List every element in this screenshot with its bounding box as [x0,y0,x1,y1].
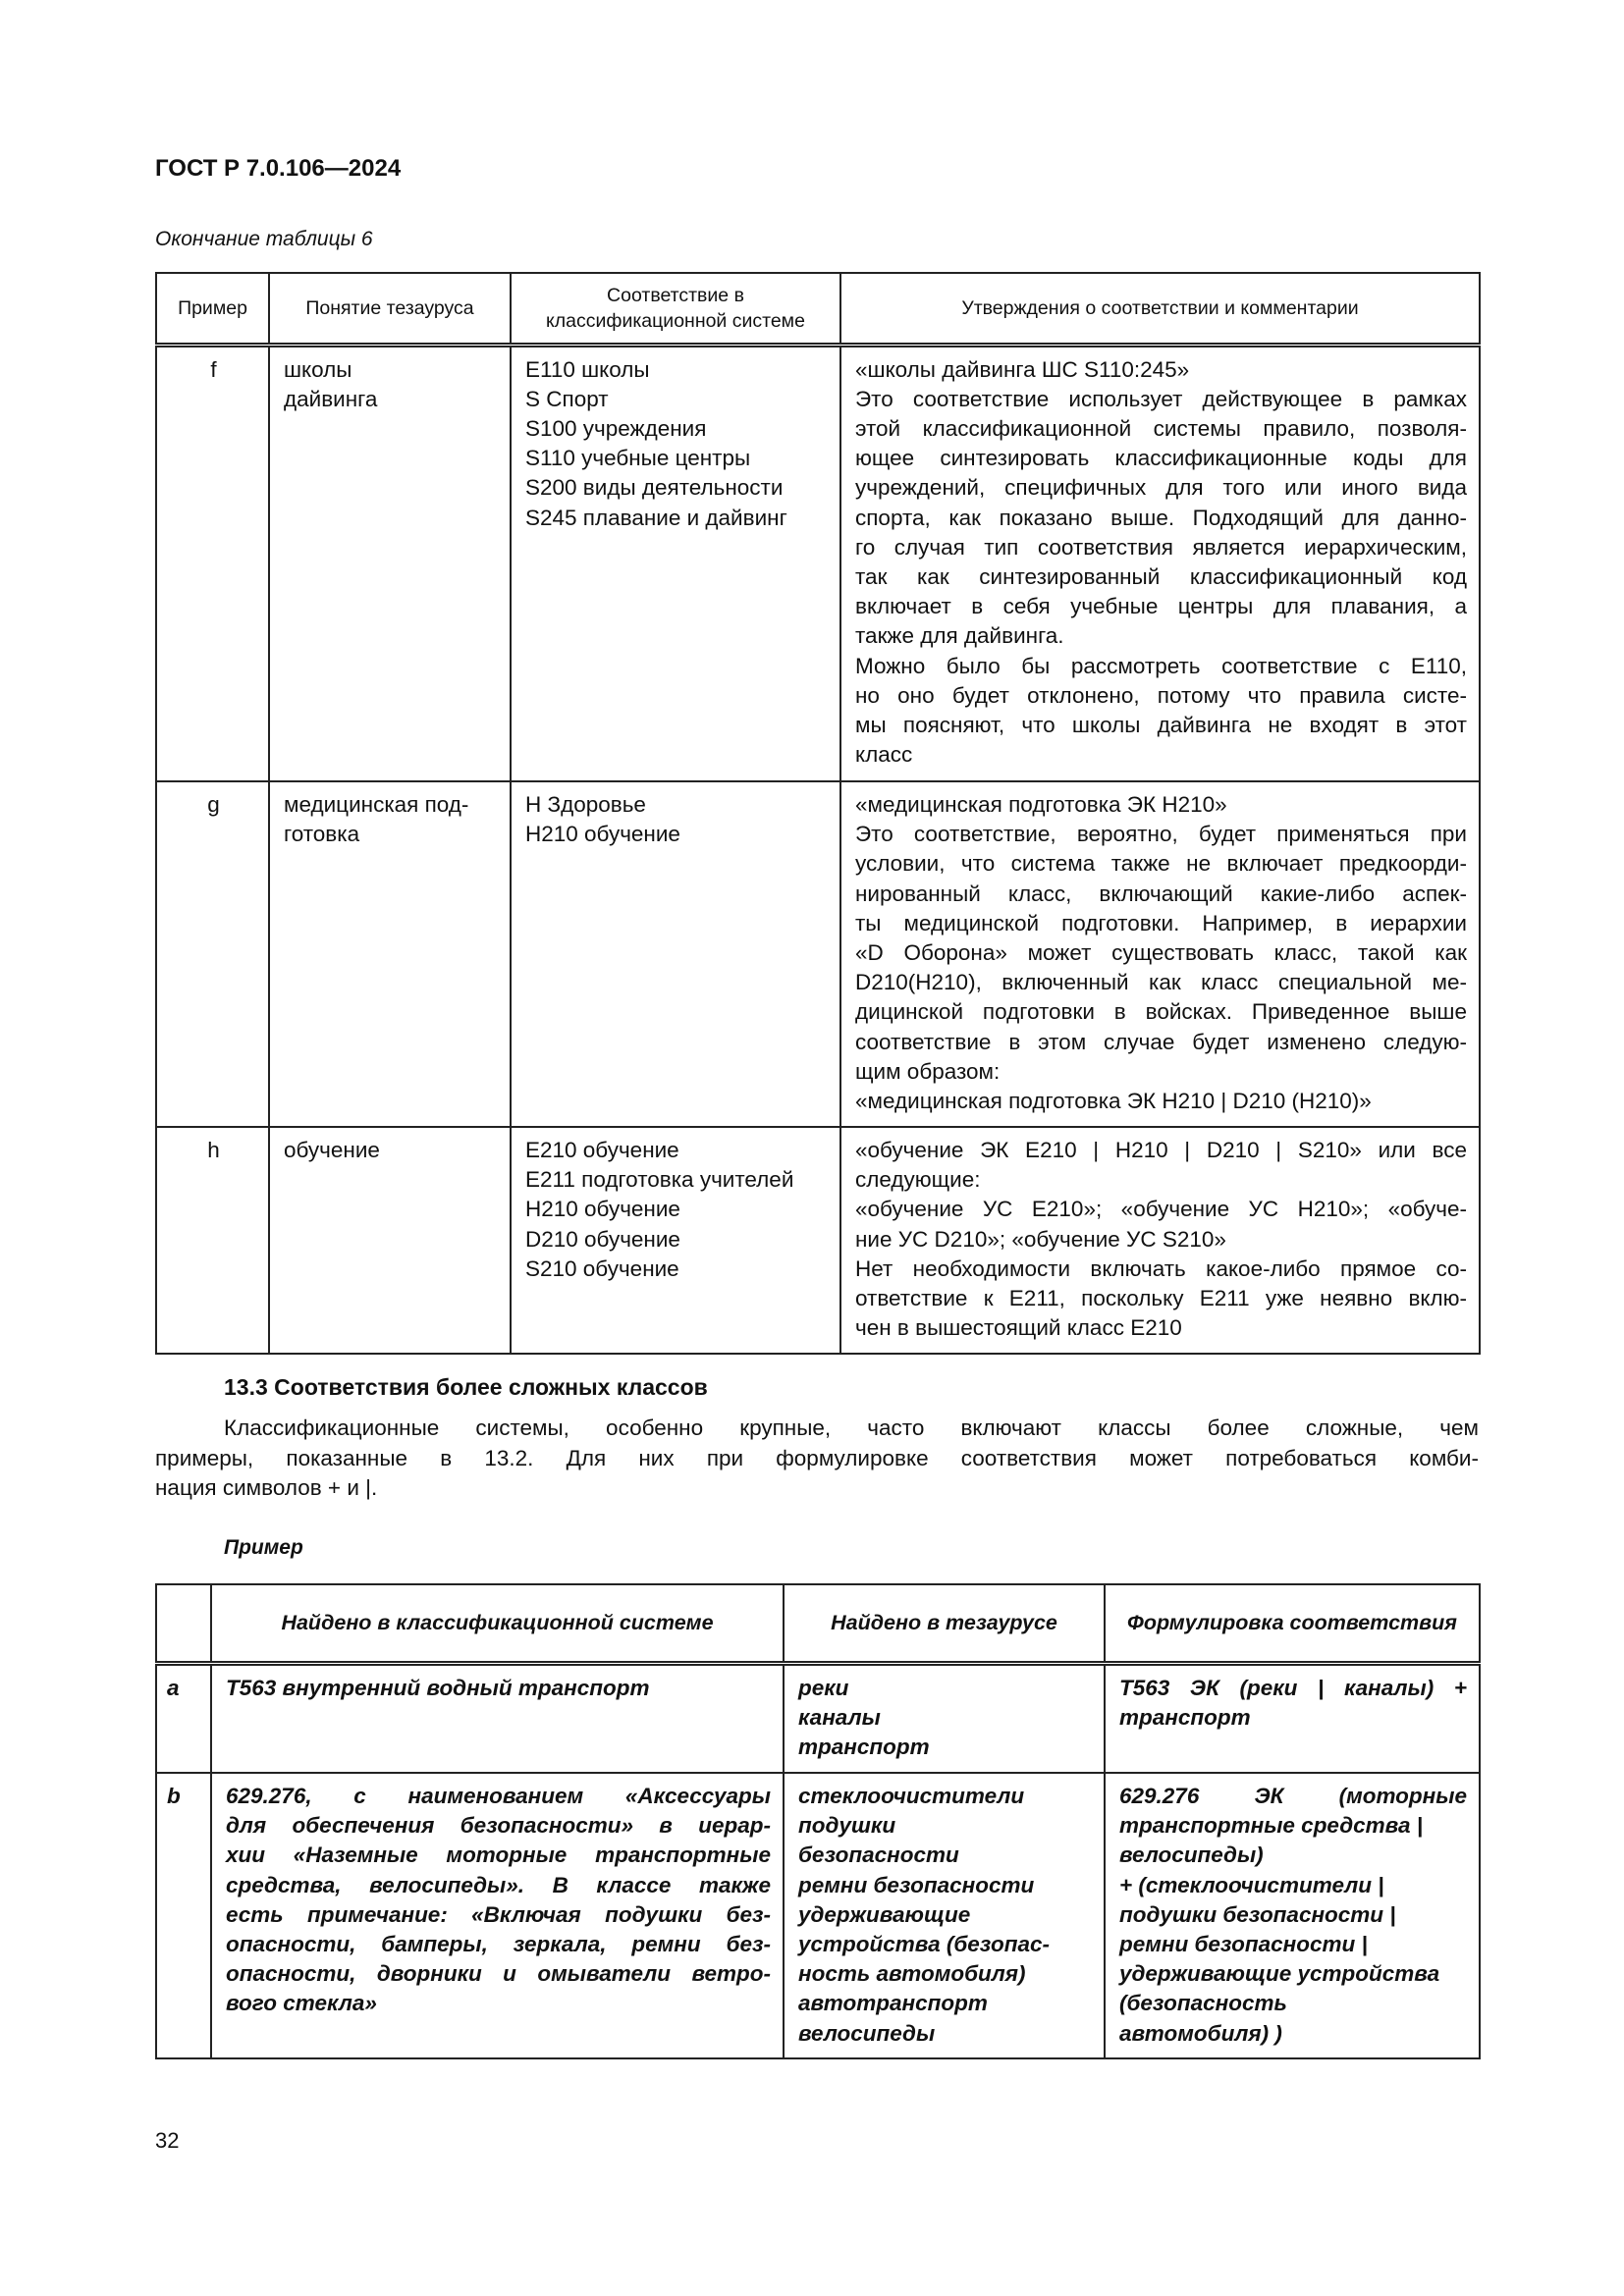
classification-mapping [511,1127,840,1354]
cell-line: Это соответствие использует действующее в рамках [855,386,1467,411]
cell-line: спорта, как показано выше. Подходящий для данно- [855,505,1467,530]
cell-line: (безопасность [1119,1991,1287,2016]
cell-line: H Здоровье [525,792,646,817]
cell-line: S100 учреждения [525,415,707,441]
classification-mapping [511,345,840,781]
cell-line: также для дайвинга. [855,623,1064,649]
cell-line: школы [284,356,352,382]
column-header: Соответствие в классификационной системе [511,273,840,345]
cell-line: хии «Наземные моторные транспортные [226,1842,771,1868]
table-header-row [156,273,1480,345]
column-header: Формулировка соответствия [1105,1584,1480,1663]
cell-line: «медицинская подготовка ЭК H210 | D210 (H210)» [855,1089,1372,1114]
table-continuation-label: Окончание таблицы 6 [155,228,373,250]
cell-line: E210 обучение [525,1138,679,1162]
cell-line: «обучение ЭК E210 | H210 | D210 | S210» или все [855,1138,1467,1162]
cell-line: вого стекла» [226,1991,377,2016]
cell-line: ющее синтезировать классификационные коды для [855,446,1467,471]
table-row [156,1127,1480,1354]
cell-line: готовка [284,822,360,847]
cell-line: нированный класс, включающий какие-либо аспек- [855,881,1467,906]
cell-line: «медицинская подготовка ЭК H210» [855,792,1227,817]
cell-line: соответствие в этом случае будет изменено следую- [855,1029,1467,1054]
example-id: g [156,781,269,1127]
document-title: ГОСТ Р 7.0.106—2024 [155,155,402,182]
page-number: 32 [155,2128,180,2153]
cell-line: D210 обучение [525,1226,680,1252]
table-row [156,1773,1480,2058]
cell-line: «школы дайвинга ШС S110:245» [855,356,1190,382]
cell-line: Можно было бы рассмотреть соответствие с E110, [855,653,1467,678]
cell-line: опасности, бамперы, зеркала, ремни без- [226,1932,771,1957]
cell-line: го случая тип соответствия является иерархическим, [855,534,1467,560]
mapping-formulation [1105,1773,1480,2058]
cell-line: H210 обучение [525,1197,680,1222]
cell-line: мы поясняют, что школы дайвинга не входят в этот [855,712,1467,737]
section-paragraph [155,1414,1479,1504]
mapping-comment [840,1127,1480,1354]
cell-line: «D Оборона» может существовать класс, такой как [855,940,1467,966]
cell-line: S Спорт [525,386,609,411]
cell-line: ты медицинской подготовки. Например, в иерархии [855,910,1467,935]
table-6 [155,272,1481,1355]
column-header: Утверждения о соответствии и комментарии [840,273,1480,345]
cell-line: следующие: [855,1167,981,1193]
cell-line: но оно будет отклонено, потому что правила систе- [855,682,1467,708]
example-id: f [156,345,269,781]
cell-line: каналы [798,1704,881,1730]
cell-line: транспорт [1119,1704,1251,1730]
cell-line: S210 обучение [525,1255,679,1281]
cell-line: ремни безопасности | [1119,1932,1368,1957]
example-id: h [156,1127,269,1354]
table-row [156,1663,1480,1773]
cell-line: D210(H210), включенный как класс специальной ме- [855,970,1467,995]
thesaurus-concept [269,1127,511,1354]
cell-line: реки [798,1675,849,1700]
cell-line: T563 внутренний водный транспорт [226,1675,650,1700]
cell-line: дицинской подготовки в войсках. Приведенное выше [855,999,1467,1025]
cell-line: стеклоочистители [798,1784,1025,1808]
column-header: Пример [156,273,269,345]
cell-line: ремни безопасности [798,1872,1035,1897]
cell-line: велосипеды [798,2020,936,2046]
cell-line: Это соответствие, вероятно, будет применяться при [855,822,1467,847]
thesaurus-concept [269,781,511,1127]
paragraph-line: примеры, показанные в 13.2. Для них при формулировке соответствия может потребоваться комби- [155,1445,1479,1470]
cell-line: устройства (безопас- [798,1932,1050,1957]
example-id: b [156,1773,211,2058]
cell-line: чен в вышестоящий класс E210 [855,1315,1182,1341]
column-header: Найдено в тезаурусе [784,1584,1105,1663]
cell-line: подушки [798,1813,896,1839]
cell-line: Нет необходимости включать какое-либо прямое со- [855,1255,1467,1281]
cell-line: дайвинга [284,386,378,411]
cell-line: щим образом: [855,1058,1001,1084]
thesaurus-terms [784,1663,1105,1773]
cell-line: автотранспорт [798,1991,988,2016]
section-heading: 13.3 Соответствия более сложных классов [224,1374,708,1400]
example-id: a [156,1663,211,1773]
column-header: Понятие тезауруса [269,273,511,345]
paragraph-line: нация символов + и |. [155,1475,378,1500]
cell-line: ность автомобиля) [798,1961,1026,1987]
cell-line: E110 школы [525,356,650,382]
table-row [156,781,1480,1127]
cell-line: H210 обучение [525,822,680,847]
cell-line: удерживающие устройства [1119,1961,1440,1987]
cell-line: автомобиля) ) [1119,2020,1282,2046]
column-header [156,1584,211,1663]
cell-line: для обеспечения безопасности» в иерар- [226,1813,771,1839]
cell-line: удерживающие [798,1901,971,1927]
mapping-formulation [1105,1663,1480,1773]
classification-entry [211,1663,784,1773]
cell-line: ответствие к E211, поскольку E211 уже неявно вклю- [855,1286,1467,1311]
cell-line: условии, что система также не включает предкоорди- [855,851,1467,877]
paragraph-line: Классификационные системы, особенно крупные, часто включают классы более сложные, чем [224,1415,1479,1440]
table-header-row [156,1584,1480,1663]
cell-line: S245 плавание и дайвинг [525,505,787,530]
cell-line: транспортные средства | [1119,1813,1424,1839]
cell-line: так как синтезированный классификационный код [855,563,1467,589]
cell-line: обучение [284,1138,380,1162]
classification-mapping [511,781,840,1127]
example-table [155,1583,1481,2059]
example-label: Пример [224,1536,303,1559]
cell-line: S200 виды деятельности [525,475,784,501]
cell-line: учреждений, специфичных для того или иного вида [855,475,1467,501]
column-header: Найдено в классификационной системе [211,1584,784,1663]
cell-line: E211 подготовка учителей [525,1167,794,1193]
cell-line: подушки безопасности | [1119,1901,1396,1927]
cell-line: велосипеды) [1119,1842,1264,1868]
cell-line: + (стеклоочистители | [1119,1872,1384,1897]
cell-line: ние УС D210»; «обучение УС S210» [855,1226,1226,1252]
cell-line: класс [855,742,913,768]
cell-line: средства, велосипеды». В классе также [226,1872,771,1897]
thesaurus-concept [269,345,511,781]
cell-line: медицинская под- [284,792,469,817]
cell-line: транспорт [798,1734,930,1759]
thesaurus-terms [784,1773,1105,2058]
cell-line: «обучение УС E210»; «обучение УС H210»; «обуче- [855,1197,1467,1222]
cell-line: 629.276 ЭК (моторные [1119,1784,1467,1808]
cell-line: T563 ЭК (реки | каналы) + [1119,1675,1467,1700]
cell-line: опасности, дворники и омыватели ветро- [226,1961,771,1987]
cell-line: есть примечание: «Включая подушки без- [226,1901,771,1927]
mapping-comment [840,781,1480,1127]
cell-line: S110 учебные центры [525,446,751,471]
cell-line: этой классификационной системы правило, позволя- [855,415,1467,441]
cell-line: включает в себя учебные центры для плавания, а [855,594,1467,619]
mapping-comment [840,345,1480,781]
cell-line: 629.276, с наименованием «Аксессуары [226,1784,771,1808]
table-row [156,345,1480,781]
classification-entry [211,1773,784,2058]
cell-line: безопасности [798,1842,959,1868]
